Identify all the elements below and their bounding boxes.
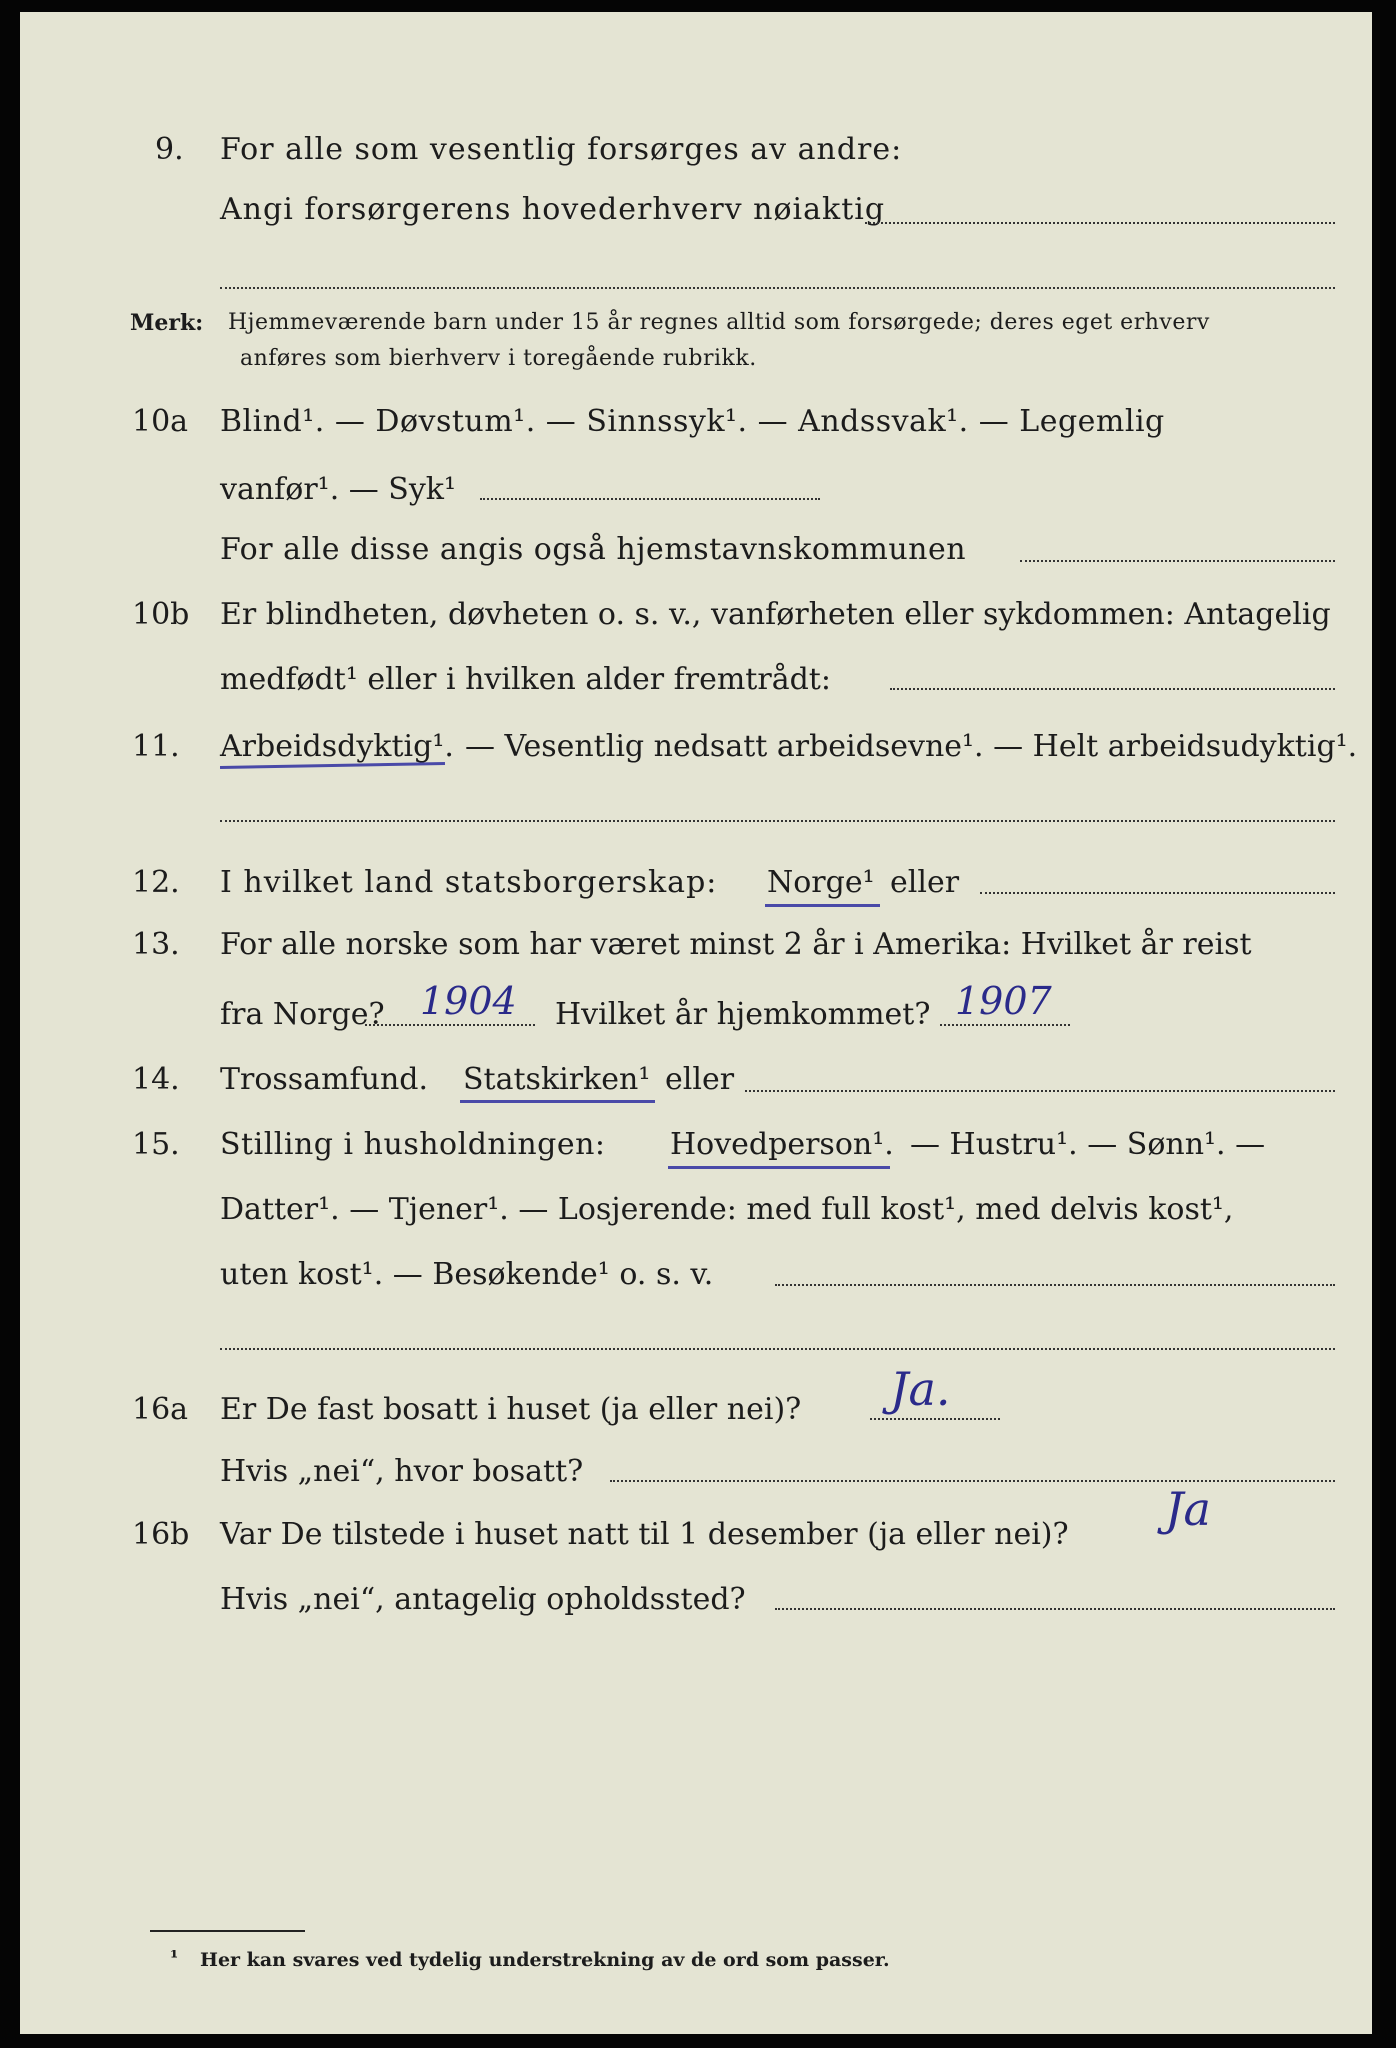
q12-suffix: eller [890, 865, 960, 900]
q12-prefix: I hvilket land statsborgerskap: [220, 865, 718, 900]
merk-line2: anføres som bierhverv i toregående rubrikk. [240, 346, 757, 371]
q10a-municipality-line[interactable] [1020, 560, 1335, 562]
q15-answer-line[interactable] [775, 1284, 1335, 1286]
q16a-answer-line[interactable] [870, 1418, 1000, 1420]
q16a-line2: Hvis „nei“, hvor bosatt? [220, 1454, 584, 1489]
merk-line1: Hjemmeværende barn under 15 år regnes alltid som forsørgede; deres eget erhverv [228, 310, 1210, 335]
q9-line1: For alle som vesentlig forsørges av andre: [220, 132, 903, 167]
q11-extra-line[interactable] [220, 820, 1335, 822]
q15-line3: uten kost¹. — Besøkende¹ o. s. v. [220, 1257, 714, 1292]
q15-option-hovedperson[interactable]: Hovedperson¹. [670, 1127, 894, 1162]
q9-line2: Angi forsørgerens hovederhverv nøiaktig [220, 192, 886, 227]
q9-number: 9. [155, 132, 184, 167]
census-form-page [20, 12, 1372, 2034]
q13-left-line[interactable] [365, 1024, 535, 1026]
q16b-answer: Ja [1165, 1482, 1211, 1536]
q10a-line3: For alle disse angis også hjemstavnskommunen [220, 532, 967, 567]
q10b-line2: medfødt¹ eller i hvilken alder fremtrådt: [220, 662, 831, 697]
q16b-number: 16b [132, 1517, 190, 1552]
q9-extra-line[interactable] [220, 287, 1335, 289]
q14-underline-mark [460, 1100, 655, 1103]
q11-number: 11. [132, 729, 180, 764]
q16a-line1: Er De fast bosatt i huset (ja eller nei)? [220, 1392, 802, 1427]
q13-right-line[interactable] [940, 1024, 1070, 1026]
q13-right-label: Hvilket år hjemkommet? [555, 997, 931, 1032]
q14-prefix: Trossamfund. [220, 1062, 429, 1097]
q16a-where-line[interactable] [610, 1480, 1335, 1482]
q16a-number: 16a [132, 1392, 189, 1427]
q10b-line1: Er blindheten, døvheten o. s. v., vanførheten eller sykdommen: Antagelig [220, 597, 1331, 632]
q13-number: 13. [132, 927, 180, 962]
q16a-answer: Ja. [890, 1362, 951, 1416]
q15-line2: Datter¹. — Tjener¹. — Losjerende: med full kost¹, med delvis kost¹, [220, 1192, 1234, 1227]
q16b-line1: Var De tilstede i huset natt til 1 desember (ja eller nei)? [220, 1517, 1069, 1552]
q14-option-statskirken[interactable]: Statskirken¹ [463, 1062, 651, 1097]
footnote-text: Her kan svares ved tydelig understrekning av de ord som passer. [200, 1949, 890, 1971]
q10a-line1: Blind¹. — Døvstum¹. — Sinnssyk¹. — Andssvak¹. — Legemlig [220, 404, 1165, 439]
q15-underline-mark [668, 1166, 890, 1169]
q10b-number: 10b [132, 597, 190, 632]
q12-option-norge[interactable]: Norge¹ [767, 865, 875, 900]
q14-suffix: eller [665, 1062, 735, 1097]
q10a-line2: vanfør¹. — Syk¹ [220, 472, 457, 507]
q14-number: 14. [132, 1062, 180, 1097]
q13-left-label: fra Norge? [220, 997, 385, 1032]
q13-line1: For alle norske som har været minst 2 år i Amerika: Hvilket år reist [220, 927, 1252, 962]
q15-rest1: — Hustru¹. — Sønn¹. — [910, 1127, 1266, 1162]
footnote-mark: ¹ [170, 1947, 179, 1969]
q11-option-able[interactable]: Arbeidsdyktig¹. [220, 729, 454, 764]
q15-extra-line[interactable] [220, 1348, 1335, 1350]
q16b-where-line[interactable] [775, 1608, 1335, 1610]
q12-number: 12. [132, 865, 180, 900]
q12-answer-line[interactable] [980, 892, 1335, 894]
merk-label: Merk: [130, 310, 204, 336]
q15-number: 15. [132, 1127, 180, 1162]
q16b-line2: Hvis „nei“, antagelig opholdssted? [220, 1582, 746, 1617]
q13-answer-left: 1904 [420, 979, 517, 1023]
q13-answer-right: 1907 [955, 979, 1052, 1023]
q14-answer-line[interactable] [745, 1090, 1335, 1092]
q10a-number: 10a [132, 404, 189, 439]
q10b-answer-line[interactable] [890, 688, 1335, 690]
q11-rest: — Vesentlig nedsatt arbeidsevne¹. — Helt arbeidsudyktig¹. [465, 729, 1358, 764]
q10a-sick-line[interactable] [480, 498, 820, 500]
footnote-separator [150, 1930, 305, 1932]
q15-prefix: Stilling i husholdningen: [220, 1127, 606, 1162]
q12-underline-mark [765, 904, 880, 907]
q9-answer-line[interactable] [865, 222, 1335, 224]
